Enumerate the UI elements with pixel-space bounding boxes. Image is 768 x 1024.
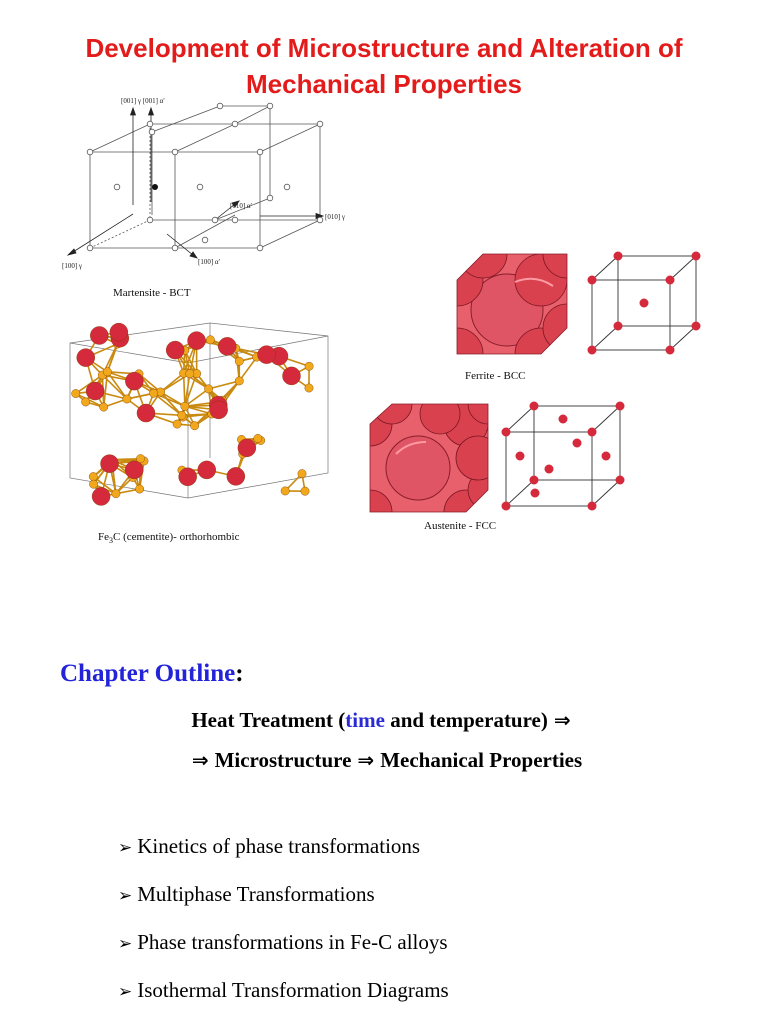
chapter-outline-heading [60,660,244,688]
cementite-caption-prefix: Fe [98,531,109,543]
outline-flow-line-2 [0,748,768,773]
page-title: Development of Microstructure and Alteration of Mechanical Properties [85,33,683,99]
atom [235,377,243,385]
atom [125,372,143,390]
atom [227,467,245,485]
axis-label-010-gamma: [010] γ [325,213,346,221]
atom [137,404,155,422]
chapter-outline-heading-colon: : [235,660,244,687]
atom [112,489,120,497]
axis-label-100-alpha: [100] α' [198,258,220,266]
cementite-caption-subscript: 3 [109,536,113,546]
atom [92,487,110,505]
arrow-bullet-icon: ➢ [118,838,133,858]
bullet-text: Isothermal Transformation Diagrams [137,978,449,1002]
implies-arrow-icon: ⇒ [357,748,375,772]
atom [125,461,143,479]
atom [179,468,197,486]
atom [305,384,313,392]
atom [86,382,104,400]
atom [82,398,90,406]
flow-mechanical-properties: Mechanical Properties [380,748,583,772]
flow-microstructure: Microstructure [214,748,352,772]
atom [190,422,198,430]
martensite-bct-diagram [55,90,375,275]
axis-label-001: [001] γ [001] α' [121,97,165,105]
atom [77,349,95,367]
ferrite-bcc-hard-sphere [455,252,570,357]
austenite-caption: Austenite - FCC [424,520,497,532]
bullet-text: Multiphase Transformations [137,882,375,906]
arrow-bullet-icon: ➢ [118,982,133,1002]
atom [218,337,236,355]
atom [283,367,301,385]
list-item [118,924,449,972]
martensite-caption: Martensite - BCT [113,287,191,299]
atom [166,341,184,359]
austenite-fcc-unit-cell [498,398,628,514]
atom [101,455,119,473]
cementite-caption [98,531,239,545]
ferrite-caption: Ferrite - BCC [465,370,526,382]
atom [90,326,108,344]
atom [258,346,276,364]
implies-arrow-icon: ⇒ [191,748,209,772]
atom [135,485,143,493]
atom [281,487,289,495]
atom [198,461,216,479]
arrow-bullet-icon: ➢ [118,934,133,954]
atom [305,362,313,370]
atom [204,385,212,393]
chapter-outline-heading-text: Chapter Outline [60,660,236,687]
flow-heat-treatment: Heat Treatment ( [191,708,346,732]
atom [186,370,194,378]
atom [206,336,214,344]
implies-arrow-icon: ⇒ [553,708,571,732]
list-item [118,828,449,876]
atom [298,469,306,477]
arrow-bullet-icon: ➢ [118,886,133,906]
axis-label-100-gamma: [100] γ [62,262,83,270]
austenite-fcc-hard-sphere [368,402,490,514]
outline-flow-line-1 [0,708,768,733]
atom [89,480,97,488]
bullet-text: Phase transformations in Fe-C alloys [137,930,448,954]
list-item [118,972,449,1020]
flow-time-highlight: time [345,708,385,732]
ferrite-bcc-unit-cell [584,250,704,360]
atom [210,401,228,419]
flow-and-temperature: and temperature) [384,708,548,732]
atom [235,357,243,365]
atom [72,389,80,397]
atom [188,332,206,350]
atom [89,472,97,480]
atom [103,368,111,376]
bullet-text: Kinetics of phase transformations [137,834,421,858]
axis-label-010-alpha: [010] α' [230,202,252,210]
atom [238,439,256,457]
atom [181,402,189,410]
outline-bullet-list [118,828,449,1020]
list-item [118,876,449,924]
atom [178,411,186,419]
atom [301,487,309,495]
atom [110,323,128,341]
atom [123,395,131,403]
atom [100,403,108,411]
atom [254,434,262,442]
atom [173,420,181,428]
cementite-orthorhombic-diagram [60,318,335,523]
atom [149,389,157,397]
cementite-caption-suffix: C (cementite)- orthorhombic [113,531,240,543]
